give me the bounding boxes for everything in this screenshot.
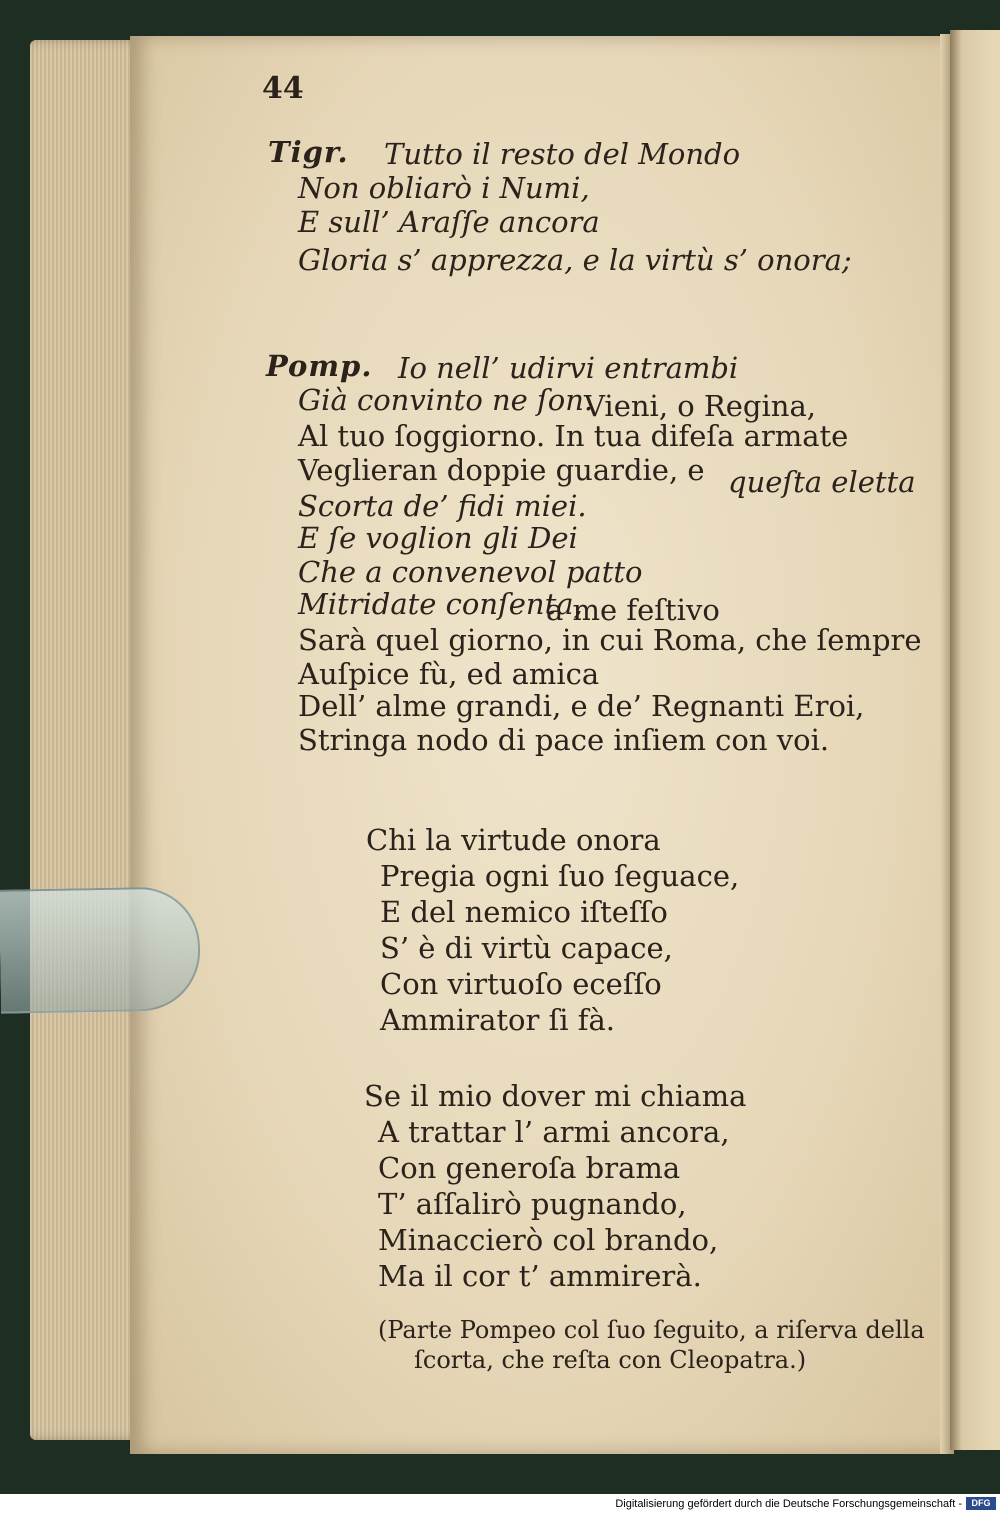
verse-line: Vieni, o Regina, xyxy=(584,389,816,423)
verse-line: Già convinto ne ſon. xyxy=(298,383,594,417)
footer-text: Digitalisierung gefördert durch die Deutsche Forschungsgemeinschaft - xyxy=(615,1498,962,1510)
verse-line: Dell’ alme grandi, e de’ Regnanti Eroi, xyxy=(298,689,865,723)
stage-direction-line: ſcorta, che reſta con Cleopatra.) xyxy=(414,1346,807,1374)
verse-line: Scorta de’ fidi miei. xyxy=(298,489,587,523)
verse-line: a me feſtivo xyxy=(546,593,720,627)
verse-line: T’ aſſalirò pugnando, xyxy=(378,1187,687,1221)
verse-line: Al tuo ſoggiorno. In tua difeſa armate xyxy=(298,419,849,453)
verse-line: Tutto il resto del Mondo xyxy=(384,137,741,171)
verse-line: Con generoſa brama xyxy=(378,1151,681,1185)
verse-line: E del nemico iſteſſo xyxy=(380,895,668,929)
speaker-label: Tigr. xyxy=(268,135,349,169)
verse-line: Con virtuoſo eceſſo xyxy=(380,967,662,1001)
verse-line: Se il mio dover mi chiama xyxy=(364,1079,747,1113)
verse-line: Auſpice fù, ed amica xyxy=(298,657,600,691)
digitization-footer xyxy=(0,1494,1000,1514)
verse-line: Pregia ogni ſuo ſeguace, xyxy=(380,859,740,893)
verse-line: Ma il cor t’ ammirerà. xyxy=(378,1259,702,1293)
verse-line: E sull’ Araſſe ancora xyxy=(298,205,600,239)
verse-line: S’ è di virtù capace, xyxy=(380,931,673,965)
facing-page xyxy=(950,30,1000,1450)
verse-line: Mitridate conſenta, xyxy=(298,587,583,621)
verse-line: A trattar l’ armi ancora, xyxy=(378,1115,730,1149)
verse-line: Veglieran doppie guardie, e xyxy=(298,453,705,487)
verse-line: queſta eletta xyxy=(728,465,916,499)
page-holder-clip xyxy=(0,886,201,1013)
verse-line: Io nell’ udirvi entrambi xyxy=(398,351,739,385)
verse-line: Stringa nodo di pace inſiem con voi. xyxy=(298,723,830,757)
verse-line: Non obliarò i Numi, xyxy=(298,171,590,205)
verse-line: Sarà quel giorno, in cui Roma, che ſempre xyxy=(298,623,922,657)
verse-line: E ſe voglion gli Dei xyxy=(298,521,578,555)
verse-line: Ammirator ſi fà. xyxy=(380,1003,616,1037)
dfg-logo: DFG xyxy=(966,1497,996,1510)
stage-direction-line: (Parte Pompeo col ſuo ſeguito, a riſerva della xyxy=(378,1316,925,1344)
verse-line: Chi la virtude onora xyxy=(366,823,661,857)
speaker-label: Pomp. xyxy=(266,349,373,383)
verse-line: Che a convenevol patto xyxy=(298,555,643,589)
verse-line: Minaccierò col brando, xyxy=(378,1223,719,1257)
verse-line: Gloria s’ apprezza, e la virtù s’ onora; xyxy=(298,243,852,277)
page-number: 44 xyxy=(262,71,304,106)
